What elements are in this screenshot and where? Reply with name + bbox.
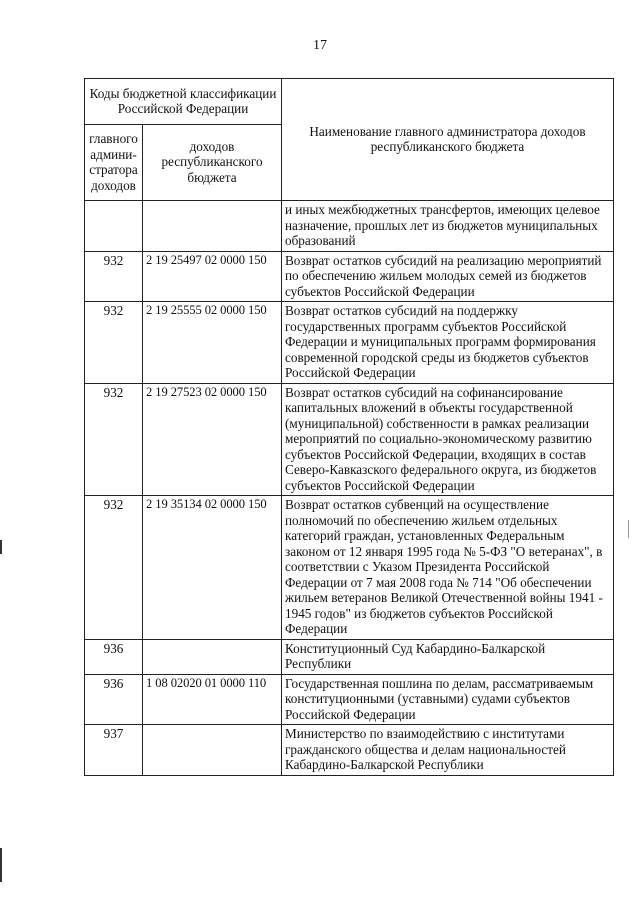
table-row bbox=[85, 251, 614, 302]
income-code-cell bbox=[143, 201, 282, 252]
admin-code-cell: 932 bbox=[85, 383, 143, 496]
name-cell: Возврат остатков субсидий на реализацию мероприятий по обеспечению жильем молодых семей из бюджетов субъектов Российской Федерации bbox=[282, 251, 614, 302]
admin-code-cell: 937 bbox=[85, 725, 143, 776]
income-code-cell: 2 19 27523 02 0000 150 bbox=[143, 383, 282, 496]
budget-codes-table bbox=[84, 78, 614, 776]
income-code-cell: 1 08 02020 01 0000 110 bbox=[143, 674, 282, 725]
admin-code-cell: 932 bbox=[85, 302, 143, 384]
table-row bbox=[85, 201, 614, 252]
table-row bbox=[85, 302, 614, 384]
admin-code-cell: 932 bbox=[85, 496, 143, 640]
table-row bbox=[85, 383, 614, 496]
table-row bbox=[85, 639, 614, 674]
name-cell: Возврат остатков субсидий на поддержку государственных программ субъектов Российской Федерации и муниципальных программ формирования современной городской среды из бюджетов субъектов Российской Федерации bbox=[282, 302, 614, 384]
table-row bbox=[85, 725, 614, 776]
name-cell: Конституционный Суд Кабардино-Балкарской Республики bbox=[282, 639, 614, 674]
table-header-row bbox=[85, 79, 614, 125]
income-code-cell: 2 19 25497 02 0000 150 bbox=[143, 251, 282, 302]
header-admin-column: главного админи-стратора доходов bbox=[85, 125, 143, 201]
admin-code-cell bbox=[85, 201, 143, 252]
name-cell: Министерство по взаимодействию с институтами гражданского общества и делам национальностей Кабардино-Балкарской Республики bbox=[282, 725, 614, 776]
admin-code-cell: 932 bbox=[85, 251, 143, 302]
header-codes-group: Коды бюджетной классификации Российской Федерации bbox=[85, 79, 282, 125]
admin-code-cell: 936 bbox=[85, 639, 143, 674]
table-row bbox=[85, 674, 614, 725]
income-code-cell: 2 19 25555 02 0000 150 bbox=[143, 302, 282, 384]
header-income-column: доходов республиканского бюджета bbox=[143, 125, 282, 201]
table-row bbox=[85, 496, 614, 640]
header-name-column: Наименование главного администратора доходов республиканского бюджета bbox=[282, 79, 614, 201]
income-code-cell bbox=[143, 639, 282, 674]
income-code-cell: 2 19 35134 02 0000 150 bbox=[143, 496, 282, 640]
name-cell: Государственная пошлина по делам, рассматриваемым конституционными (уставными) судами субъектов Российской Федерации bbox=[282, 674, 614, 725]
admin-code-cell: 936 bbox=[85, 674, 143, 725]
page-number: 17 bbox=[313, 38, 327, 53]
income-code-cell bbox=[143, 725, 282, 776]
name-cell: Возврат остатков субсидий на софинансирование капитальных вложений в объекты государственной (муниципальной) собственности в рамках реализации мероприятий по социально-экономическому развитию субъектов Российской Федерации, входящих в состав Северо-Кавказского федерального округа, из бюджетов субъектов Российской Федерации bbox=[282, 383, 614, 496]
scan-margin-mark bbox=[628, 520, 629, 538]
name-cell: Возврат остатков субвенций на осуществление полномочий по обеспечению жильем отдельных категорий граждан, установленных Федеральным законом от 12 января 1995 года № 5-ФЗ "О ветеранах", в соответствии с Указом Президента Российской Федерации от 7 мая 2008 года № 714 "Об обеспечении жильем ветеранов Великой Отечественной войны 1941 - 1945 годов" из бюджетов субъектов Российской Федерации bbox=[282, 496, 614, 640]
scan-margin-mark bbox=[0, 848, 2, 882]
scan-margin-mark bbox=[0, 540, 2, 554]
name-cell: и иных межбюджетных трансфертов, имеющих целевое назначение, прошлых лет из бюджетов муниципальных образований bbox=[282, 201, 614, 252]
